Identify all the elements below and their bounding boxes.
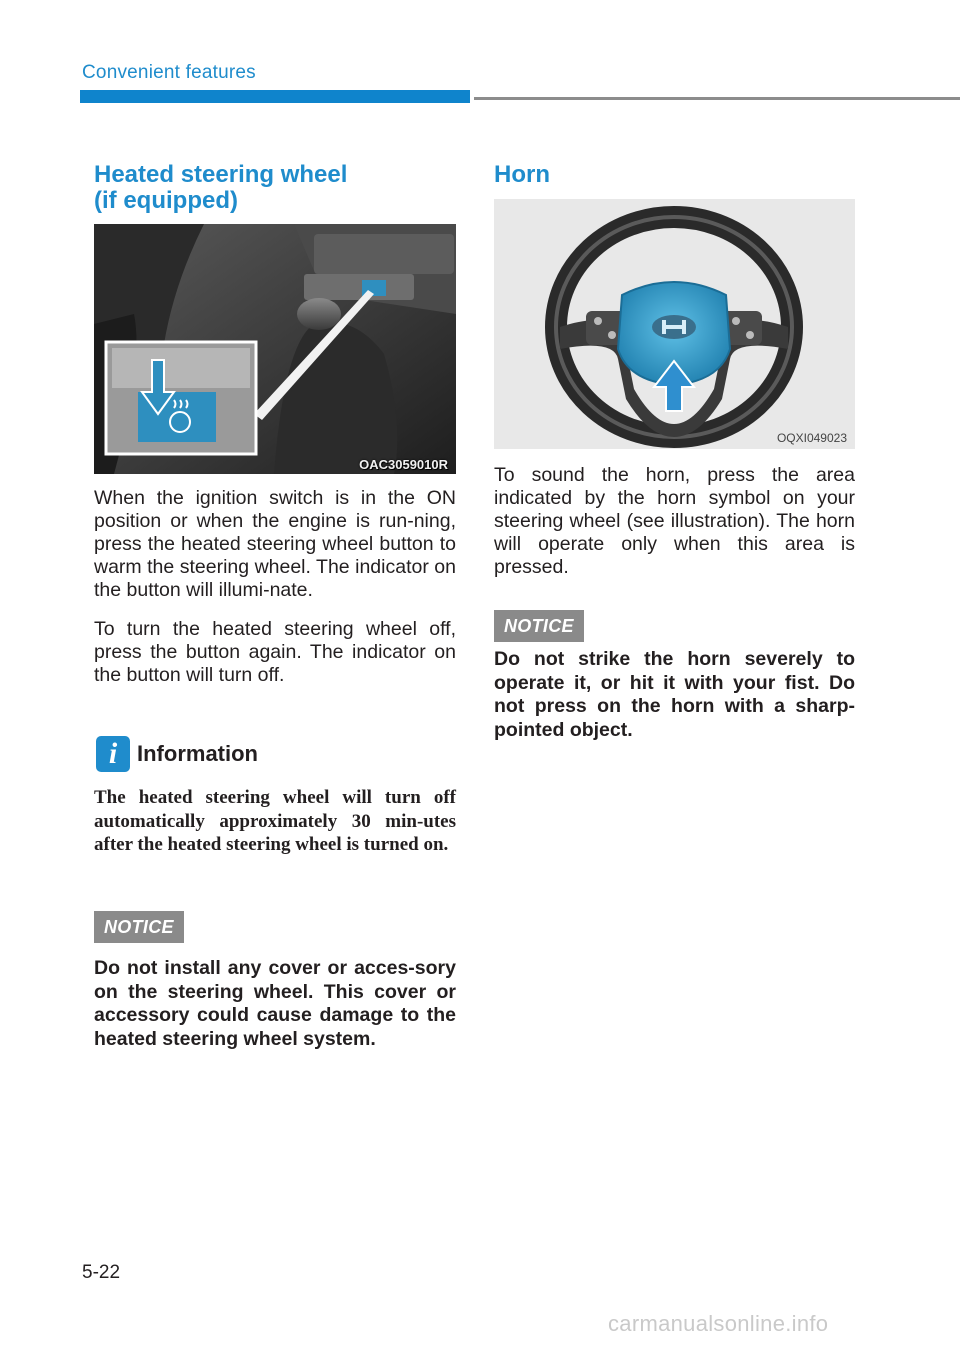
console-drawing <box>94 224 456 474</box>
heated-wheel-image-caption: OAC3059010R <box>359 457 448 472</box>
page-number: 5-22 <box>82 1262 121 1283</box>
notice-body-heated-wheel: Do not install any cover or acces-sory on the steering wheel. This cover or accessory could cause damage to the heated steering wheel system. <box>94 957 456 1050</box>
heated-wheel-illustration <box>94 224 456 474</box>
notice-badge-horn: NOTICE <box>494 610 584 642</box>
info-icon: i <box>96 736 130 772</box>
heated-wheel-title-line2: (if equipped) <box>94 187 238 214</box>
horn-image-caption: OQXI049023 <box>776 431 847 445</box>
header-rule-blue <box>80 90 470 103</box>
heated-wheel-title <box>94 162 347 214</box>
information-body: The heated steering wheel will turn off automatically approximately 30 min-utes after the heated steering wheel is turned on. <box>94 787 456 855</box>
horn-title: Horn <box>494 161 550 188</box>
heated-wheel-title-line1: Heated steering wheel <box>94 161 348 188</box>
header-rule-gray <box>474 97 960 100</box>
heated-wheel-paragraph-2: To turn the heated steering wheel off, press the button again. The indicator on the button will turn off. <box>94 618 456 686</box>
hyundai-logo-icon <box>652 315 696 339</box>
horn-illustration <box>494 199 855 449</box>
notice-badge-heated-wheel: NOTICE <box>94 911 184 943</box>
information-label: Information <box>137 741 258 766</box>
horn-paragraph: To sound the horn, press the area indicated by the horn symbol on your steering wheel (see illustration). The horn will operate only when this area is pressed. <box>494 464 855 578</box>
heated-wheel-paragraph-1: When the ignition switch is in the ON position or when the engine is run-ning, press the heated steering wheel button to warm the steering wheel. The indicator on the button will illumi-nate. <box>94 487 456 601</box>
section-label: Convenient features <box>82 62 256 83</box>
watermark: carmanualsonline.info <box>608 1311 829 1336</box>
notice-body-horn: Do not strike the horn severely to operate it, or hit it with your fist. Do not press on the horn with a sharp-pointed object. <box>494 648 855 741</box>
steering-wheel-drawing <box>494 199 855 449</box>
information-header <box>96 736 258 772</box>
